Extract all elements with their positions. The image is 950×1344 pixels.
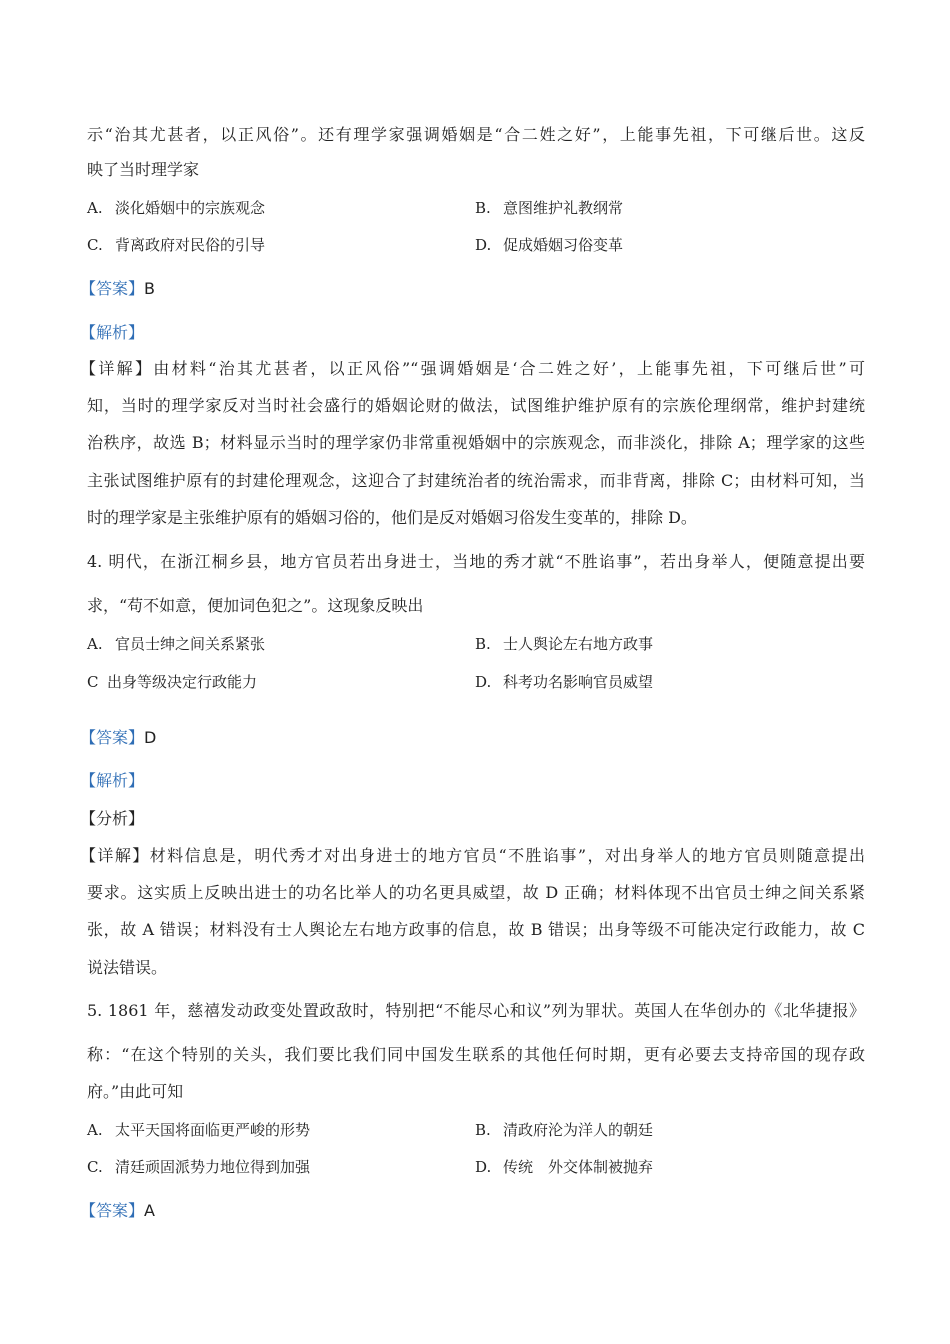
q4-stem-line-1: [87, 551, 865, 573]
option-letter: C.: [87, 236, 103, 254]
question-text: 1861 年，慈禧发动政变处置政敌时，特别把“不能尽心和议”列为罪状。英国人在华创办的《北华捷报》: [107, 1001, 865, 1020]
q5-stem-line-2: 称：“在这个特别的关头，我们要比我们同中国发生联系的其他任何时期，更有必要去支持帝国的现存政: [87, 1045, 865, 1064]
answer-tag: 【答案】: [80, 279, 145, 298]
q3-option-d[interactable]: [475, 234, 623, 256]
option-letter: A.: [87, 635, 103, 653]
detail-text: 由材料“治其尤甚者，以正风俗”“强调婚姻是‘合二姓之好’，上能事先祖，下可继后世”可: [153, 359, 865, 378]
option-text: 传统 外交体制被抛弃: [503, 1158, 654, 1176]
q5-stem-line-1: [87, 1000, 865, 1022]
q4-detail-line-4: 说法错误。: [87, 958, 168, 977]
q5-option-a[interactable]: [87, 1119, 310, 1141]
option-text: 官员士绅之间关系紧张: [115, 635, 266, 653]
q4-fenxi-tag: 【分析】: [80, 809, 145, 828]
q3-detail-line-5: 时的理学家是主张维护原有的婚姻习俗的，他们是反对婚姻习俗发生变革的，排除 D。: [87, 508, 697, 527]
option-text: 太平天国将面临更严峻的形势: [115, 1121, 311, 1139]
q4-option-b[interactable]: [475, 633, 653, 655]
q4-analysis-tag: 【解析】: [80, 771, 145, 790]
answer-letter: A: [144, 1201, 155, 1220]
q4-detail-line-3: 张，故 A 错误；材料没有士人舆论左右地方政事的信息，故 B 错误；出身等级不可能决定行政能力，故 C: [87, 920, 865, 939]
option-letter: C.: [87, 1158, 103, 1176]
q5-option-c[interactable]: [87, 1156, 310, 1178]
q4-option-d[interactable]: [475, 671, 653, 693]
option-text: 出身等级决定行政能力: [107, 673, 258, 691]
answer-tag: 【答案】: [80, 728, 145, 747]
q3-option-b[interactable]: [475, 197, 623, 219]
option-letter: A.: [87, 1121, 103, 1139]
q4-answer: [80, 727, 156, 749]
option-letter: D.: [475, 1158, 492, 1176]
q3-stem-line-2: 映了当时理学家: [87, 160, 200, 179]
option-letter: D.: [475, 236, 492, 254]
option-letter: A.: [87, 199, 103, 217]
q3-detail-line-3: 治秩序，故选 B；材料显示当时的理学家仍非常重视婚姻中的宗族观念，而非淡化，排除 A；理学家的这些: [87, 433, 865, 452]
option-text: 意图维护礼教纲常: [503, 199, 624, 217]
q5-option-d[interactable]: [475, 1156, 653, 1178]
question-number: 5.: [87, 1001, 103, 1020]
q4-option-c[interactable]: [87, 671, 257, 693]
option-text: 科考功名影响官员威望: [503, 673, 654, 691]
option-text: 清政府沦为洋人的朝廷: [503, 1121, 654, 1139]
answer-letter: B: [144, 279, 155, 298]
detail-tag: 【详解】: [80, 846, 150, 865]
detail-text: 材料信息是，明代秀才对出身进士的地方官员“不胜谄事”，对出身举人的地方官员则随意提出: [149, 846, 865, 865]
option-letter: B.: [475, 1121, 491, 1139]
option-text: 背离政府对民俗的引导: [115, 236, 266, 254]
q3-option-a[interactable]: [87, 197, 265, 219]
q3-detail-line-2: 知，当时的理学家反对当时社会盛行的婚姻论财的做法，试图维护维护原有的宗族伦理纲常，维护封建统: [87, 396, 865, 415]
q3-analysis-tag: 【解析】: [80, 323, 145, 342]
q4-stem-line-2: 求，“苟不如意，便加词色犯之”。这现象反映出: [87, 596, 424, 615]
option-letter: B.: [475, 199, 491, 217]
q3-stem-line-1: 示“治其尤甚者，以正风俗”。还有理学家强调婚姻是“合二姓之好”，上能事先祖，下可继后世。这反: [87, 125, 865, 144]
option-text: 清廷顽固派势力地位得到加强: [115, 1158, 311, 1176]
option-letter: C: [87, 673, 99, 691]
q5-stem-line-3: 府。”由此可知: [87, 1082, 184, 1101]
option-letter: D.: [475, 673, 492, 691]
option-text: 士人舆论左右地方政事: [503, 635, 654, 653]
q3-detail-line-1: [80, 358, 865, 380]
answer-tag: 【答案】: [80, 1201, 145, 1220]
option-text: 淡化婚姻中的宗族观念: [115, 199, 266, 217]
q4-detail-line-2: 要求。这实质上反映出进士的功名比举人的功名更具威望，故 D 正确；材料体现不出官员士绅之间关系紧: [87, 883, 865, 902]
q4-detail-line-1: [80, 845, 865, 867]
question-number: 4.: [87, 552, 103, 571]
option-letter: B.: [475, 635, 491, 653]
detail-tag: 【详解】: [80, 359, 154, 378]
q4-option-a[interactable]: [87, 633, 265, 655]
option-text: 促成婚姻习俗变革: [503, 236, 624, 254]
answer-letter: D: [144, 728, 157, 747]
q3-detail-line-4: 主张试图维护原有的封建伦理观念，这迎合了封建统治者的统治需求，而非背离，排除 C；由材料可知，当: [87, 471, 865, 490]
q3-option-c[interactable]: [87, 234, 265, 256]
q5-option-b[interactable]: [475, 1119, 653, 1141]
q5-answer: [80, 1200, 155, 1222]
question-text: 明代，在浙江桐乡县，地方官员若出身进士，当地的秀才就“不胜谄事”，若出身举人，便随意提出要: [108, 552, 865, 571]
q3-answer: [80, 278, 155, 300]
